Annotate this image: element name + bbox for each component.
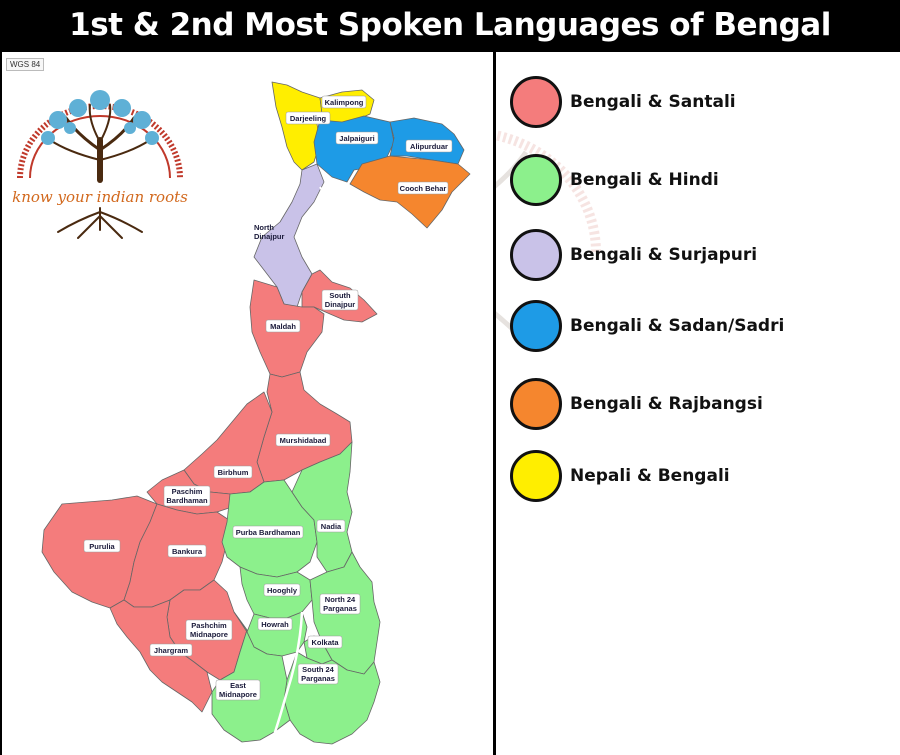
projection-label: WGS 84: [6, 58, 44, 71]
swatch-nepali: [510, 450, 562, 502]
label-jhargram: Jhargram: [153, 646, 189, 655]
label-east-midnapore-line2: Midnapore: [219, 690, 257, 699]
legend-item-hindi: [510, 154, 719, 206]
label-murshidabad: Murshidabad: [279, 436, 327, 445]
label-north-dinajpur-line2: Dinajpur: [254, 232, 285, 241]
label-paschim-bardhaman-line1: Paschim: [171, 487, 203, 496]
label-kalimpong: Kalimpong: [324, 98, 364, 107]
legend-item-sadan-sadri: [510, 300, 784, 352]
legend-panel: [496, 52, 900, 755]
legend-item-santali: [510, 76, 736, 128]
label-south-24-parganas-line1: South 24: [302, 665, 334, 674]
label-north-24-parganas-line2: Parganas: [323, 604, 357, 613]
label-purba-bardhaman: Purba Bardhaman: [235, 528, 301, 537]
label-birbhum: Birbhum: [217, 468, 249, 477]
teesta-river: [320, 187, 326, 222]
swatch-surjapuri: [510, 229, 562, 281]
district-birbhum[interactable]: [184, 392, 272, 494]
legend-item-nepali: [510, 450, 730, 502]
label-pashchim-midnapore-line2: Midnapore: [190, 630, 228, 639]
legend-item-rajbangsi: [510, 378, 763, 430]
swatch-sadan-sadri: [510, 300, 562, 352]
label-kolkata: Kolkata: [311, 638, 339, 647]
label-nadia: Nadia: [320, 522, 342, 531]
label-hooghly: Hooghly: [267, 586, 297, 595]
legend-label-surjapuri: Bengali & Surjapuri: [570, 245, 758, 265]
label-paschim-bardhaman-line2: Bardhaman: [166, 496, 208, 505]
legend-label-hindi: Bengali & Hindi: [570, 170, 719, 190]
logo-text: know your indian roots: [12, 188, 188, 206]
legend-label-sadan-sadri: Bengali & Sadan/Sadri: [570, 316, 785, 336]
label-howrah: Howrah: [261, 620, 289, 629]
bengal-map: [2, 52, 493, 755]
map-title: 1st & 2nd Most Spoken Languages of Bengal: [0, 0, 900, 50]
label-south-dinajpur-line1: South: [329, 291, 351, 300]
label-jalpaiguri: Jalpaiguri: [339, 134, 375, 143]
label-south-24-parganas-line2: Parganas: [301, 674, 335, 683]
label-darjeeling: Darjeeling: [289, 114, 327, 123]
legend-label-rajbangsi: Bengali & Rajbangsi: [570, 394, 763, 414]
label-north-24-parganas-line1: North 24: [324, 595, 356, 604]
map-panel: [2, 52, 493, 755]
swatch-rajbangsi: [510, 378, 562, 430]
label-cooch-behar: Cooch Behar: [399, 184, 447, 193]
label-purulia: Purulia: [89, 542, 115, 551]
label-east-midnapore-line1: East: [230, 681, 246, 690]
swatch-hindi: [510, 154, 562, 206]
swatch-santali: [510, 76, 562, 128]
label-bankura: Bankura: [171, 547, 203, 556]
label-pashchim-midnapore-line1: Pashchim: [191, 621, 227, 630]
district-darjeeling[interactable]: [272, 82, 322, 170]
label-north-dinajpur-line1: North: [254, 223, 274, 232]
label-south-dinajpur-line2: Dinajpur: [324, 300, 356, 309]
legend-item-surjapuri: [510, 229, 757, 281]
legend-label-santali: Bengali & Santali: [570, 92, 736, 112]
label-alipurduar: Alipurduar: [410, 142, 448, 151]
legend-label-nepali: Nepali & Bengali: [570, 466, 730, 486]
label-maldah: Maldah: [270, 322, 296, 331]
